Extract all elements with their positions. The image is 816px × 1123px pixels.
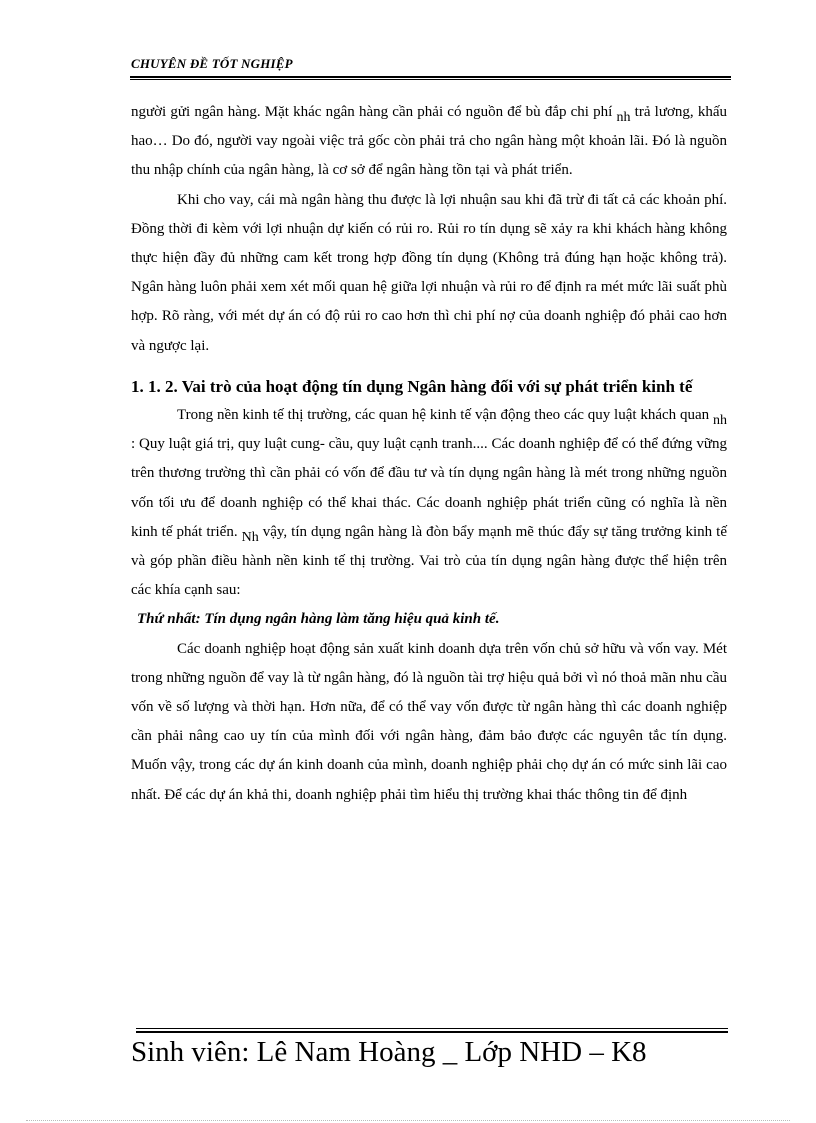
superscript-fragment: Nh — [241, 529, 259, 545]
page-body — [131, 98, 727, 810]
section-heading: 1. 1. 2. Vai trò của hoạt động tín dụng Ngân hàng đối với sự phát triển kinh tế — [131, 376, 693, 396]
running-footer: Sinh viên: Lê Nam Hoàng _ Lớp NHD – K8 — [131, 1036, 647, 1068]
paragraph-efficiency: Các doanh nghiệp hoạt động sản xuất kinh doanh dựa trên vốn chủ sở hữu và vốn vay. Mét trong những nguồn để vay là từ ngân hàng, đó là nguồn tài trợ hiệu quả bởi vì nó thoả mãn nhu cầu vốn về số lượng và thời hạn. Hơn nữa, để có thể vay vốn được từ ngân hàng thì các doanh nghiệp cần phải nâng cao uy tín của mình đối với ngân hàng, đảm bảo được các nguyên tắc tín dụng. Muốn vậy, trong các dự án kinh doanh của mình, doanh nghiệp phải chọ dự án có mức sinh lãi cao nhất. Để các dự án khả thi, doanh nghiệp phải tìm hiểu thị trường khai thác thông tin để định — [131, 640, 727, 803]
paragraph-text: người gửi ngân hàng. Mặt khác ngân hàng cần phải có nguồn để bù đắp chi phí — [131, 104, 617, 120]
subsection-heading: Thứ nhất: Tín dụng ngân hàng làm tăng hiệu quả kinh tế. — [137, 611, 500, 628]
paragraph-market-economy — [131, 401, 727, 605]
superscript-fragment: nh — [616, 110, 631, 125]
paragraph-continuation — [131, 98, 727, 186]
page-edge-dotted-line — [26, 1120, 790, 1121]
header-double-rule — [130, 76, 731, 80]
superscript-fragment: nh — [713, 413, 727, 429]
footer-double-rule — [136, 1028, 728, 1033]
paragraph-text: : Quy luật giá trị, quy luật cung- cầu, quy luật cạnh tranh.... Các doanh nghiệp để có thể đứng vững trên thương trường thì cần phải có vốn để đầu tư và tín dụng ngân hàng là mét trong những nguồn vốn tối ưu để doanh nghiệp có thể khai thác. Các doanh nghiệp phát triển cũng có nghĩa là nền kinh tế phát triển. — [131, 436, 727, 540]
paragraph-text: vậy, tín dụng ngân hàng là đòn bẩy mạnh mẽ thúc đẩy sự tăng trưởng kinh tế và góp phần điều hành nền kinh tế thị trường. Vai trò của tín dụng ngân hàng được thể hiện trên các khía cạnh sau: — [131, 523, 727, 599]
section-heading-block — [131, 372, 727, 401]
running-header: CHUYÊN ĐỀ TỐT NGHIỆP — [131, 56, 293, 71]
paragraph-text: Trong nền kinh tế thị trường, các quan hệ kinh tế vận động theo các quy luật khách quan — [177, 407, 713, 424]
paragraph-text: trả lương, khấu hao… Do đó, người vay ngoài việc trả gốc còn phải trả cho ngân hàng một khoản lãi. Đó là nguồn thu nhập chính của ngân hàng, là cơ sở để ngân hàng tồn tại và phát triển. — [131, 104, 727, 179]
paragraph-loan-risk: Khi cho vay, cái mà ngân hàng thu được là lợi nhuận sau khi đã trừ đi tất cả các khoản phí. Đồng thời đi kèm với lợi nhuận dự kiến có rủi ro. Rủi ro tín dụng sẽ xảy ra khi khách hàng không thực hiện đầy đủ những cam kết trong hợp đồng tín dụng (Không trả đúng hạn hoặc không trả). Ngân hàng luôn phải xem xét mối quan hệ giữa lợi nhuận và rủi ro để định ra mét mức lãi suất phù hợp. Rõ ràng, với mét dự án có độ rủi ro cao hơn thì chi phí nợ của doanh nghiệp đó phải cao hơn và ngược lại. — [131, 191, 727, 354]
